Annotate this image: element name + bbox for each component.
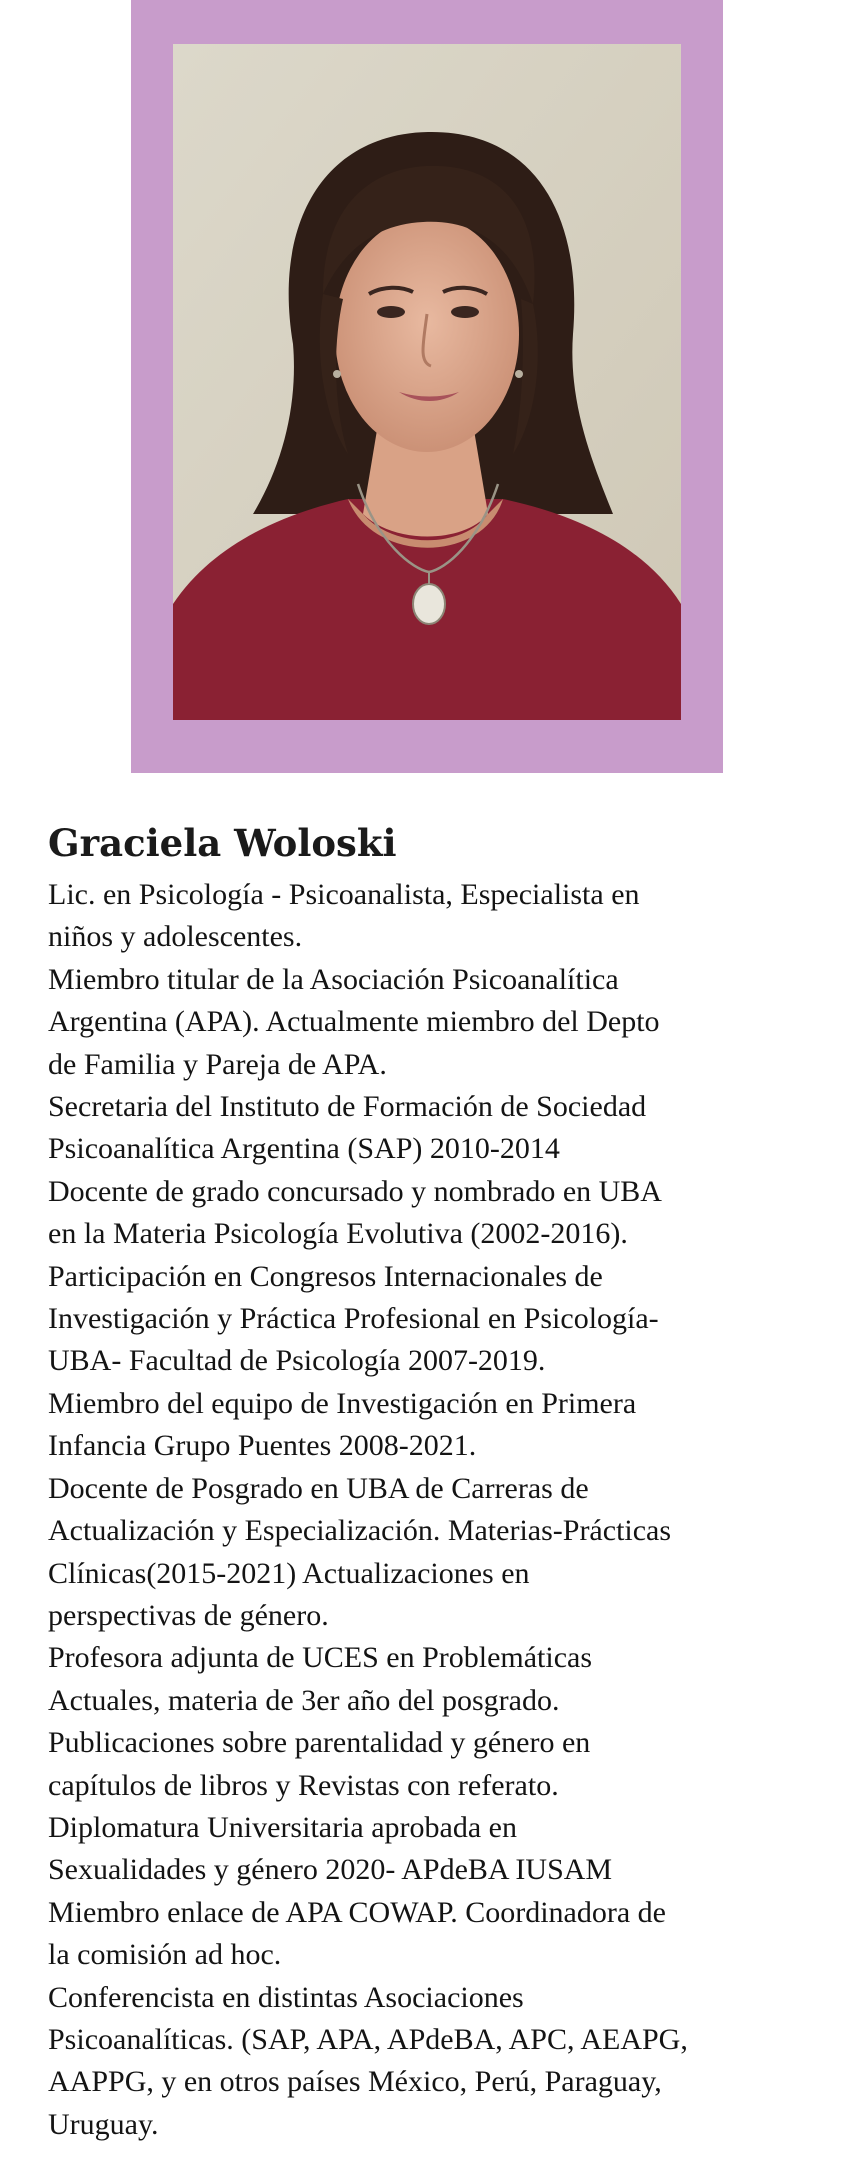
bio-line: capítulos de libros y Revistas con referato. <box>48 1768 559 1802</box>
bio-line: en la Materia Psicología Evolutiva (2002-2016). <box>48 1217 628 1251</box>
bio-line: Psicoanalíticas. (SAP, APA, APdeBA, APC, AEAPG, <box>48 2022 688 2056</box>
bio-line: Clínicas(2015-2021) Actualizaciones en <box>48 1556 530 1590</box>
bio-line: Psicoanalítica Argentina (SAP) 2010-2014 <box>48 1132 560 1166</box>
photo-frame <box>131 0 723 773</box>
bio-line: Infancia Grupo Puentes 2008-2021. <box>48 1429 477 1463</box>
bio-line: AAPPG, y en otros países México, Perú, Paraguay, <box>48 2065 662 2099</box>
bio-line: Uruguay. <box>48 2107 159 2141</box>
bio-section <box>48 818 838 2146</box>
bio-line: Miembro titular de la Asociación Psicoanalítica <box>48 962 619 996</box>
bio-line: Docente de grado concursado y nombrado en UBA <box>48 1174 662 1208</box>
bio-line: Miembro enlace de APA COWAP. Coordinadora de <box>48 1895 666 1929</box>
bio-line: Conferencista en distintas Asociaciones <box>48 1980 524 2014</box>
bio-line: Actuales, materia de 3er año del posgrado. <box>48 1683 560 1717</box>
bio-line: UBA- Facultad de Psicología 2007-2019. <box>48 1344 546 1378</box>
bio-line: Publicaciones sobre parentalidad y género en <box>48 1726 591 1760</box>
person-name: Graciela Woloski <box>48 821 397 865</box>
bio-line: Participación en Congresos Internacionales de <box>48 1259 603 1293</box>
bio-line: Profesora adjunta de UCES en Problemáticas <box>48 1641 593 1675</box>
portrait-photo <box>173 44 681 720</box>
bio-line: Secretaria del Instituto de Formación de Sociedad <box>48 1090 647 1124</box>
bio-line: Sexualidades y género 2020- APdeBA IUSAM <box>48 1853 613 1887</box>
bio-line: niños y adolescentes. <box>48 920 303 954</box>
bio-line: Lic. en Psicología - Psicoanalista, Especialista en <box>48 878 640 911</box>
bio-line: perspectivas de género. <box>48 1598 329 1632</box>
bio-line: de Familia y Pareja de APA. <box>48 1047 387 1081</box>
bio-text <box>48 874 838 2146</box>
bio-line: la comisión ad hoc. <box>48 1938 282 1972</box>
bio-line: Investigación y Práctica Profesional en Psicología- <box>48 1302 659 1336</box>
bio-line: Docente de Posgrado en UBA de Carreras de <box>48 1471 589 1505</box>
bio-line: Actualización y Especialización. Materias-Prácticas <box>48 1514 672 1548</box>
bio-line: Argentina (APA). Actualmente miembro del Depto <box>48 1005 660 1039</box>
bio-line: Miembro del equipo de Investigación en Primera <box>48 1386 637 1420</box>
portrait-illustration <box>173 44 681 720</box>
bio-line: Diplomatura Universitaria aprobada en <box>48 1810 517 1844</box>
